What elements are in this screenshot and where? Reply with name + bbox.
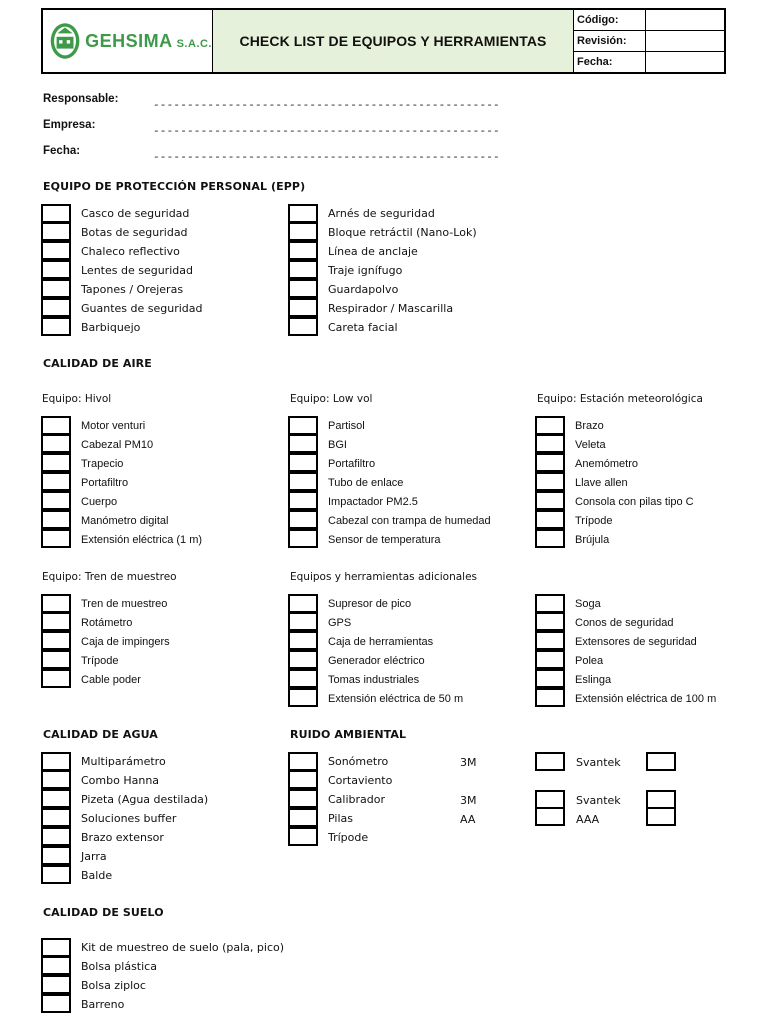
checkbox[interactable]	[41, 241, 71, 260]
checkbox[interactable]	[288, 298, 318, 317]
checkbox[interactable]	[288, 453, 318, 472]
checklist-item	[288, 530, 491, 549]
epp-section-title: EQUIPO DE PROTECCIÓN PERSONAL (EPP)	[43, 180, 306, 193]
tren-list	[41, 594, 170, 689]
checklist-item-label: Cabezal PM10	[81, 438, 154, 451]
checkbox[interactable]	[41, 491, 71, 510]
company-logo	[43, 10, 213, 72]
checklist-item-label: Kit de muestreo de suelo (pala, pico)	[81, 941, 285, 954]
ruido-section-title: RUIDO AMBIENTAL	[290, 728, 407, 741]
checkbox[interactable]	[41, 650, 71, 669]
checklist-item-label: Extensión eléctrica de 100 m	[575, 692, 717, 705]
checkbox[interactable]	[288, 529, 318, 548]
checklist-item-label: Trípode	[328, 831, 369, 844]
checkbox[interactable]	[41, 631, 71, 650]
checklist-item	[288, 435, 491, 454]
fecha-meta-value[interactable]	[646, 52, 724, 72]
checkbox[interactable]	[41, 612, 71, 631]
calibrador-brand: 3M	[460, 794, 477, 807]
checklist-item-label: Impactador PM2.5	[328, 495, 418, 508]
checkbox[interactable]	[41, 789, 71, 808]
checkbox[interactable]	[41, 317, 71, 336]
checklist-item	[41, 492, 202, 511]
checklist-item-label: Chaleco reflectivo	[81, 245, 180, 258]
revision-label: Revisión:	[574, 31, 646, 51]
checklist-item-label: Combo Hanna	[81, 774, 160, 787]
suelo-list	[41, 938, 284, 1014]
checkbox[interactable]	[288, 789, 318, 808]
checklist-item-label: Botas de seguridad	[81, 226, 188, 239]
checklist-item-label: Guardapolvo	[328, 283, 399, 296]
checkbox[interactable]	[288, 752, 318, 771]
checklist-item	[288, 416, 491, 435]
checklist-item-label: Conos de seguridad	[575, 616, 674, 629]
checkbox[interactable]	[535, 416, 565, 435]
checklist-item-label: Trapecio	[81, 457, 124, 470]
aire-section-title: CALIDAD DE AIRE	[43, 357, 152, 370]
checklist-item-label: Eslinga	[575, 673, 612, 686]
checkbox[interactable]	[288, 631, 318, 650]
checkbox[interactable]	[41, 975, 71, 994]
checkbox[interactable]	[41, 808, 71, 827]
checkbox[interactable]	[288, 279, 318, 298]
checklist-item	[288, 752, 392, 771]
checklist-item-label: Tren de muestreo	[81, 597, 168, 610]
checklist-item-label: Brazo	[575, 419, 604, 432]
checklist-item-label: Barbiquejo	[81, 321, 141, 334]
checklist-item	[41, 242, 203, 261]
checklist-item-label: Cuerpo	[81, 495, 118, 508]
checkbox[interactable]	[288, 317, 318, 336]
estacion-title: Equipo: Estación meteorológica	[537, 393, 703, 405]
codigo-label: Código:	[574, 10, 646, 30]
checkbox[interactable]	[288, 669, 318, 688]
epp-right-list	[288, 204, 477, 337]
checkbox[interactable]	[41, 529, 71, 548]
checklist-item	[288, 790, 392, 809]
checklist-item	[41, 318, 203, 337]
lowvol-list	[288, 416, 491, 549]
checkbox[interactable]	[288, 416, 318, 435]
empresa-field[interactable]: ---------------------------------------------------	[153, 126, 500, 138]
checklist-item	[288, 299, 477, 318]
checklist-item	[41, 651, 170, 670]
checklist-item-label: Cortaviento	[328, 774, 393, 787]
checklist-item	[41, 670, 170, 689]
checklist-item-label: Supresor de pico	[328, 597, 412, 610]
svantek-1-checkbox[interactable]	[535, 752, 565, 771]
checkbox[interactable]	[41, 827, 71, 846]
checklist-item-label: Caja de herramientas	[328, 635, 434, 648]
checkbox[interactable]	[288, 434, 318, 453]
lowvol-title: Equipo: Low vol	[290, 393, 373, 405]
checklist-item	[288, 280, 477, 299]
checklist-item-label: GPS	[328, 616, 352, 629]
checklist-item-label: Sonómetro	[328, 755, 389, 768]
meta-row-codigo	[574, 10, 724, 31]
checklist-item-label: Rotámetro	[81, 616, 133, 629]
responsable-field[interactable]: ---------------------------------------------------	[153, 100, 500, 112]
sonometro-brand: 3M	[460, 756, 477, 769]
codigo-value[interactable]	[646, 10, 724, 30]
checklist-item	[41, 223, 203, 242]
svantek-1-extra-checkbox[interactable]	[646, 752, 676, 771]
checklist-item-label: Bolsa plástica	[81, 960, 157, 973]
checklist-item-label: Brazo extensor	[81, 831, 164, 844]
checklist-item-label: Consola con pilas tipo C	[575, 495, 694, 508]
checklist-item-label: Bloque retráctil (Nano-Lok)	[328, 226, 477, 239]
checklist-item-label: Motor venturi	[81, 419, 146, 432]
checklist-item	[288, 651, 463, 670]
checkbox[interactable]	[41, 994, 71, 1013]
checkbox[interactable]	[41, 669, 71, 688]
responsable-label: Responsable:	[43, 93, 119, 105]
checklist-item	[41, 771, 208, 790]
checkbox[interactable]	[535, 688, 565, 707]
checklist-item-label: Traje ignífugo	[328, 264, 403, 277]
checkbox[interactable]	[535, 472, 565, 491]
checklist-item-label: Cable poder	[81, 673, 141, 686]
checklist-item-label: Tomas industriales	[328, 673, 420, 686]
checklist-item	[288, 689, 463, 708]
checklist-item-label: Casco de seguridad	[81, 207, 190, 220]
checkbox[interactable]	[41, 846, 71, 865]
meta-row-revision	[574, 31, 724, 52]
svantek-2-label: Svantek	[576, 794, 621, 807]
checklist-item	[288, 771, 392, 790]
checkbox[interactable]	[288, 472, 318, 491]
checklist-item	[41, 530, 202, 549]
checklist-item-label: Sensor de temperatura	[328, 533, 441, 546]
checkbox[interactable]	[535, 594, 565, 613]
revision-value[interactable]	[646, 31, 724, 51]
checklist-item-label: Bolsa ziploc	[81, 979, 146, 992]
checkbox[interactable]	[288, 650, 318, 669]
checklist-item-label: Portafiltro	[328, 457, 376, 470]
aaa-extra-checkbox[interactable]	[646, 807, 676, 826]
checkbox[interactable]	[288, 510, 318, 529]
checklist-item	[535, 594, 716, 613]
checklist-item-label: Caja de impingers	[81, 635, 170, 648]
checklist-item-label: Respirador / Mascarilla	[328, 302, 454, 315]
suelo-section-title: CALIDAD DE SUELO	[43, 906, 164, 919]
ruido-list	[288, 752, 392, 847]
meta-row-fecha	[574, 52, 724, 72]
fecha-field[interactable]: ---------------------------------------------------	[153, 152, 500, 164]
checklist-item-label: Arnés de seguridad	[328, 207, 435, 220]
checklist-item	[288, 511, 491, 530]
checkbox[interactable]	[41, 956, 71, 975]
checklist-item-label: Portafiltro	[81, 476, 129, 489]
svantek-1-label: Svantek	[576, 756, 621, 769]
checklist-item	[288, 473, 491, 492]
agua-list	[41, 752, 208, 885]
checklist-item-label: Pilas	[328, 812, 353, 825]
checklist-item	[41, 416, 202, 435]
checkbox[interactable]	[41, 260, 71, 279]
checklist-item	[41, 809, 208, 828]
checkbox[interactable]	[535, 510, 565, 529]
checklist-item	[41, 261, 203, 280]
checkbox[interactable]	[535, 453, 565, 472]
checklist-item	[288, 613, 463, 632]
checklist-item-label: Barreno	[81, 998, 125, 1011]
checklist-item	[288, 809, 392, 828]
checkbox[interactable]	[41, 770, 71, 789]
agua-section-title: CALIDAD DE AGUA	[43, 728, 158, 741]
checklist-item-label: Cabezal con trampa de humedad	[328, 514, 491, 527]
checklist-item	[535, 613, 716, 632]
checklist-item	[535, 473, 694, 492]
checklist-item	[41, 594, 170, 613]
checkbox[interactable]	[535, 529, 565, 548]
checklist-item	[41, 995, 284, 1014]
checkbox[interactable]	[288, 241, 318, 260]
checkbox[interactable]	[535, 650, 565, 669]
checklist-item	[41, 866, 208, 885]
checkbox[interactable]	[288, 827, 318, 846]
checkbox[interactable]	[41, 416, 71, 435]
checklist-item-label: Generador eléctrico	[328, 654, 425, 667]
checklist-item-label: Extensores de seguridad	[575, 635, 697, 648]
checklist-item-label: Partisol	[328, 419, 365, 432]
checkbox[interactable]	[288, 688, 318, 707]
fecha-label: Fecha:	[43, 145, 81, 157]
checklist-item	[288, 261, 477, 280]
checkbox[interactable]	[41, 938, 71, 957]
checklist-item	[41, 790, 208, 809]
checklist-item-label: Pizeta (Agua destilada)	[81, 793, 209, 806]
checkbox[interactable]	[41, 865, 71, 884]
aaa-label: AAA	[576, 813, 600, 826]
checklist-item	[535, 530, 694, 549]
checklist-item	[288, 594, 463, 613]
checklist-item-label: Guantes de seguridad	[81, 302, 203, 315]
checklist-item-label: Llave allen	[575, 476, 628, 489]
checkbox[interactable]	[41, 510, 71, 529]
checklist-item	[41, 847, 208, 866]
checkbox[interactable]	[288, 204, 318, 223]
checkbox[interactable]	[41, 279, 71, 298]
gehsima-logo-icon	[49, 18, 81, 64]
checkbox[interactable]	[288, 770, 318, 789]
checklist-item	[41, 454, 202, 473]
checklist-item-label: Balde	[81, 869, 113, 882]
checklist-item	[288, 632, 463, 651]
checkbox[interactable]	[535, 491, 565, 510]
checklist-item-label: Polea	[575, 654, 604, 667]
checkbox[interactable]	[41, 752, 71, 771]
checkbox[interactable]	[288, 260, 318, 279]
checklist-item-label: Brújula	[575, 533, 610, 546]
checkbox[interactable]	[535, 434, 565, 453]
checklist-item-label: Multiparámetro	[81, 755, 166, 768]
checklist-item	[41, 435, 202, 454]
checkbox[interactable]	[535, 631, 565, 650]
checklist-item-label: Veleta	[575, 438, 606, 451]
checklist-item	[288, 492, 491, 511]
checklist-item	[288, 828, 392, 847]
adicionales-title: Equipos y herramientas adicionales	[290, 571, 478, 583]
page-title: CHECK LIST DE EQUIPOS Y HERRAMIENTAS	[213, 10, 574, 72]
fecha-meta-label: Fecha:	[574, 52, 646, 72]
adicionales-right-list	[535, 594, 716, 708]
checklist-item	[288, 670, 463, 689]
checklist-item-label: Tubo de enlace	[328, 476, 404, 489]
checklist-item	[41, 752, 208, 771]
checkbox[interactable]	[41, 472, 71, 491]
hivol-title: Equipo: Hivol	[42, 393, 112, 405]
checkbox[interactable]	[288, 612, 318, 631]
checkbox[interactable]	[535, 612, 565, 631]
checklist-item	[41, 613, 170, 632]
epp-left-list	[41, 204, 203, 337]
checklist-item	[41, 976, 284, 995]
checklist-item-label: Tapones / Orejeras	[81, 283, 184, 296]
adicionales-mid-list	[288, 594, 463, 708]
checklist-item-label: Anemómetro	[575, 457, 638, 470]
checklist-item-label: Extensión eléctrica (1 m)	[81, 533, 203, 546]
checklist-item	[41, 280, 203, 299]
checkbox[interactable]	[288, 594, 318, 613]
checklist-item-label: Jarra	[81, 850, 107, 863]
checklist-item	[535, 670, 716, 689]
checkbox[interactable]	[288, 222, 318, 241]
checklist-item	[41, 957, 284, 976]
checklist-item	[41, 473, 202, 492]
checklist-item	[288, 242, 477, 261]
document-header	[41, 8, 726, 74]
checklist-item	[535, 689, 716, 708]
hivol-list	[41, 416, 202, 549]
checklist-item-label: BGI	[328, 438, 347, 451]
checklist-item	[535, 492, 694, 511]
checklist-item	[288, 318, 477, 337]
checkbox[interactable]	[288, 808, 318, 827]
checkbox[interactable]	[41, 204, 71, 223]
checkbox[interactable]	[288, 491, 318, 510]
pilas-type: AA	[460, 813, 476, 826]
checklist-item	[535, 435, 694, 454]
tren-title: Equipo: Tren de muestreo	[42, 571, 177, 583]
checklist-item	[41, 511, 202, 530]
checkbox[interactable]	[41, 453, 71, 472]
company-name: GEHSIMA S.A.C.	[85, 30, 212, 51]
checklist-item	[41, 938, 284, 957]
checkbox[interactable]	[41, 298, 71, 317]
checklist-item	[535, 416, 694, 435]
checklist-item-label: Trípode	[81, 654, 119, 667]
estacion-list	[535, 416, 694, 549]
checklist-item	[41, 204, 203, 223]
checklist-item-label: Soga	[575, 597, 601, 610]
checklist-item-label: Manómetro digital	[81, 514, 169, 527]
checklist-item-label: Careta facial	[328, 321, 398, 334]
checklist-item	[288, 204, 477, 223]
checklist-item	[535, 511, 694, 530]
document-meta-table	[574, 10, 724, 72]
checkbox[interactable]	[41, 434, 71, 453]
aaa-checkbox[interactable]	[535, 807, 565, 826]
checklist-item	[288, 454, 491, 473]
empresa-label: Empresa:	[43, 119, 96, 131]
checklist-item-label: Línea de anclaje	[328, 245, 418, 258]
checkbox[interactable]	[41, 594, 71, 613]
checklist-item	[41, 828, 208, 847]
checklist-item-label: Calibrador	[328, 793, 386, 806]
checklist-item	[535, 651, 716, 670]
checklist-item	[535, 454, 694, 473]
checklist-item	[41, 299, 203, 318]
checklist-item	[288, 223, 477, 242]
checkbox[interactable]	[535, 669, 565, 688]
checklist-item	[535, 632, 716, 651]
checkbox[interactable]	[41, 222, 71, 241]
checklist-item-label: Extensión eléctrica de 50 m	[328, 692, 464, 705]
checklist-item-label: Lentes de seguridad	[81, 264, 193, 277]
checklist-item-label: Soluciones buffer	[81, 812, 177, 825]
checklist-item-label: Trípode	[575, 514, 613, 527]
checklist-item	[41, 632, 170, 651]
